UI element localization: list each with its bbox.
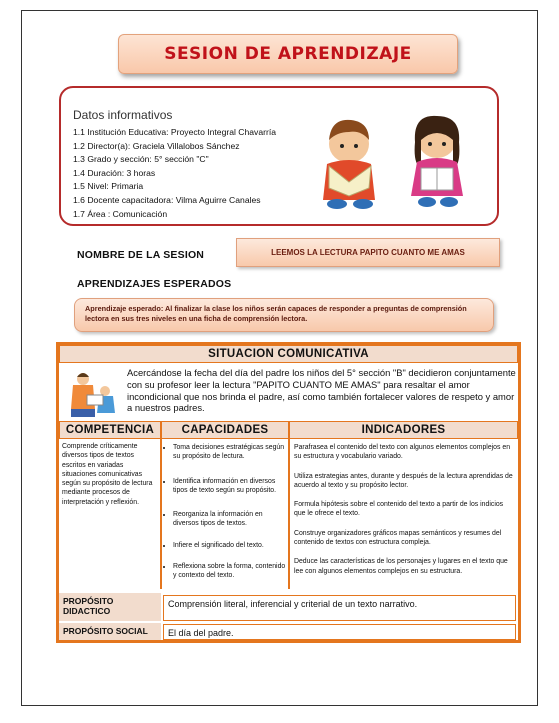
capacidad-item: • Reorganiza la información en diversos tipos de textos. bbox=[173, 510, 287, 529]
indicadores-cell bbox=[291, 441, 517, 578]
competencia-header: COMPETENCIA bbox=[59, 421, 161, 439]
info-item: 1.2 Director(a): Graciela Villalobos Sánchez bbox=[73, 140, 240, 151]
expected-learning-label: APRENDIZAJES ESPERADOS bbox=[77, 278, 232, 290]
capacidades-list bbox=[163, 443, 287, 581]
indicador-item: Construye organizadores gráficos mapas semánticos y resumes del contenido de textos con estructura compleja. bbox=[294, 529, 502, 547]
capacidades-cell bbox=[163, 443, 287, 581]
indicador-item: Formula hipótesis sobre el contenido del texto a partir de los indicios que le ofrece el texto. bbox=[294, 501, 504, 518]
indicador-item: Parafrasea el contenido del texto con algunos elementos complejos en su estructura y vocabulario variado. bbox=[294, 444, 511, 461]
expected-learning-box: Aprendizaje esperado: Al finalizar la clase los niños serán capaces de responder a preguntas de comprensión lectora en sus tres niveles en una ficha de comprensión lectora. bbox=[74, 298, 494, 332]
indicador-item: Deduce las características de los personajes y lugares en el texto que lee con algunos elementos complejos en su estructura. bbox=[294, 558, 508, 575]
situation-text: Acercándose la fecha del día del padre los niños del 5° sección "B" decidieron conjuntamente con su profesor leer la lectura "PAPITO CUANTO ME AMAS" para resaltar el amor incondicional que nos brinda el padre, así como también fortalecer valores de respeto y amor a nuestros padres. bbox=[127, 367, 516, 414]
info-list bbox=[73, 126, 276, 221]
session-name-box: LEEMOS LA LECTURA PAPITO CUANTO ME AMAS bbox=[236, 238, 500, 267]
info-heading: Datos informativos bbox=[73, 108, 173, 122]
capacidad-item: • Toma decisiones estratégicas según su propósito de lectura. bbox=[173, 443, 287, 462]
situation-header: SITUACION COMUNICATIVA bbox=[59, 345, 518, 363]
father-child-illustration bbox=[65, 369, 123, 419]
learning-table bbox=[56, 342, 521, 643]
info-item: 1.4 Duración: 3 horas bbox=[73, 167, 156, 178]
info-box bbox=[59, 86, 499, 226]
info-item: 1.3 Grado y sección: 5° sección "C" bbox=[73, 154, 209, 165]
didactic-purpose-label: PROPÓSITO DIDACTICO bbox=[59, 593, 161, 621]
social-purpose-label: PROPÓSITO SOCIAL bbox=[59, 623, 161, 640]
info-item: 1.1 Institución Educativa: Proyecto Integral Chavarría bbox=[73, 127, 277, 137]
social-purpose-value: El día del padre. bbox=[163, 624, 516, 640]
capacidades-header: CAPACIDADES bbox=[161, 421, 289, 439]
capacidad-item: • Reflexiona sobre la forma, contenido y contexto del texto. bbox=[173, 562, 287, 581]
competencia-text: Comprende críticamente diversos tipos de textos escritos en variadas situaciones comunicativas según su propósito de lectura mediante procesos de interpretación y reflexión. bbox=[62, 443, 153, 506]
info-item: 1.6 Docente capacitadora: Vilma Aguirre Canales bbox=[73, 194, 261, 205]
children-reading-illustration bbox=[309, 104, 489, 214]
capacidad-item: • Identifica información en diversos tipos de texto según su propósito. bbox=[173, 477, 287, 496]
indicador-item: Utiliza estrategias antes, durante y después de la lectura aprendidas de acuerdo al texto y su propósito lector. bbox=[294, 472, 513, 489]
session-name-label: NOMBRE DE LA SESION bbox=[77, 249, 205, 261]
info-item: 1.5 Nivel: Primaria bbox=[73, 181, 144, 192]
info-item: 1.7 Área : Comunicación bbox=[73, 208, 168, 219]
page-title: SESION DE APRENDIZAJE bbox=[164, 44, 412, 64]
column-divider bbox=[288, 439, 290, 589]
didactic-purpose-value: Comprensión literal, inferencial y criterial de un texto narrativo. bbox=[163, 595, 516, 621]
capacidad-item: • Infiere el significado del texto. bbox=[173, 541, 287, 550]
title-banner bbox=[118, 34, 458, 74]
indicadores-header: INDICADORES bbox=[289, 421, 518, 439]
